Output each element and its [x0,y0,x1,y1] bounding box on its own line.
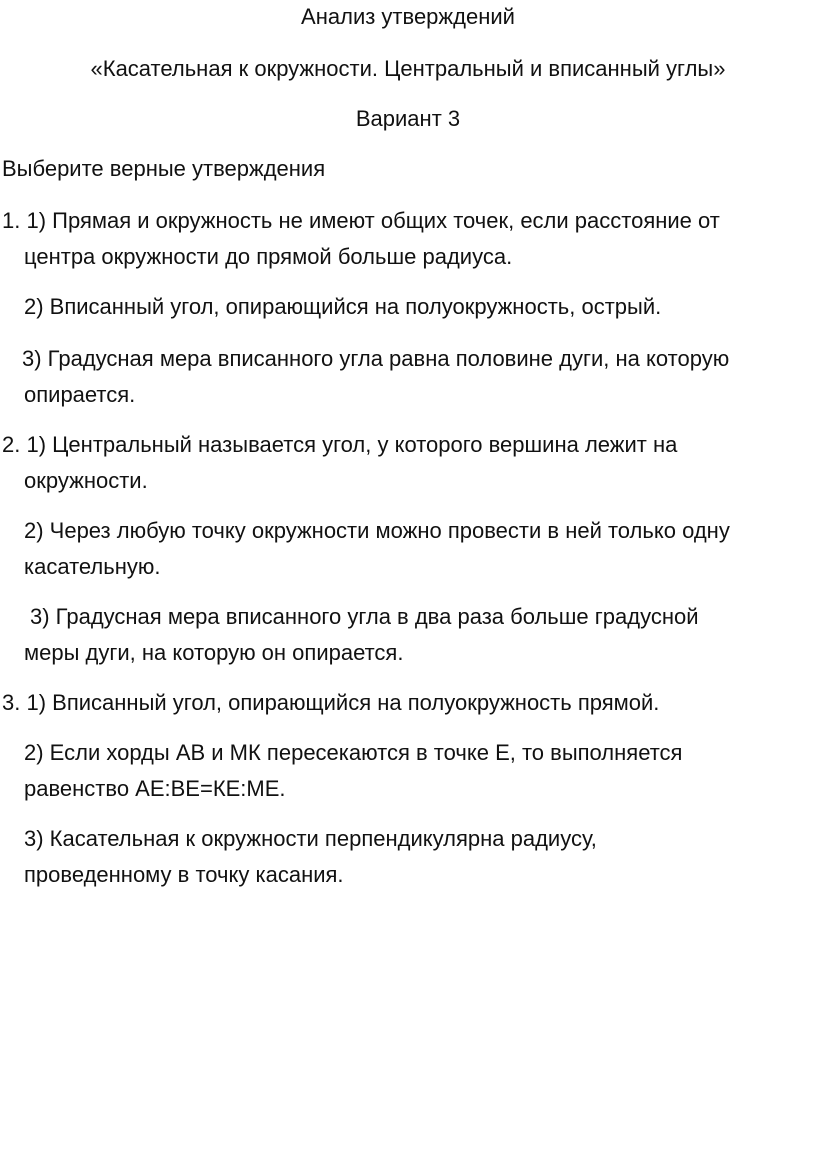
statement-1-1-line-2: центра окружности до прямой больше радиуса. [24,244,513,269]
statement-1-1-line-1: 1) Прямая и окружность не имеют общих точек, если расстояние от [26,208,720,233]
document-topic: «Касательная к окружности. Центральный и вписанный углы» [90,56,726,81]
variant-label: Вариант 3 [355,106,461,131]
document-title: Анализ утверждений [301,4,515,29]
statement-2-1-line-2: окружности. [24,468,148,493]
statement-1-3-line-1: 3) Градусная мера вписанного угла равна половине дуги, на которую [22,346,730,371]
statement-3-3-line-1: 3) Касательная к окружности перпендикулярна радиусу, [24,826,597,851]
question-2-number: 2. [2,432,21,457]
instruction-text: Выберите верные утверждения [2,156,326,181]
statement-3-1-line-1: 1) Вписанный угол, опирающийся на полуокружность прямой. [26,690,660,715]
statement-2-1-line-1: 1) Центральный называется угол, у которого вершина лежит на [26,432,678,457]
question-2-first-line [2,432,677,458]
statement-2-3-line-1: 3) Градусная мера вписанного угла в два раза больше градусной [30,604,699,629]
question-1-first-line [2,208,720,234]
question-3-first-line [2,690,659,716]
question-1-number: 1. [2,208,21,233]
statement-2-2-line-1: 2) Через любую точку окружности можно провести в ней только одну [24,518,730,543]
statement-2-3-line-2: меры дуги, на которую он опирается. [24,640,404,665]
statement-3-2-line-2: равенство АЕ:ВЕ=КЕ:МЕ. [24,776,286,801]
statement-3-2-line-1: 2) Если хорды АВ и МК пересекаются в точке Е, то выполняется [24,740,683,765]
question-3-number: 3. [2,690,21,715]
statement-2-2-line-2: касательную. [24,554,161,579]
statement-1-3-line-2: опирается. [24,382,136,407]
statement-1-2-line-1: 2) Вписанный угол, опирающийся на полуокружность, острый. [24,294,662,319]
statement-3-3-line-2: проведенному в точку касания. [24,862,344,887]
